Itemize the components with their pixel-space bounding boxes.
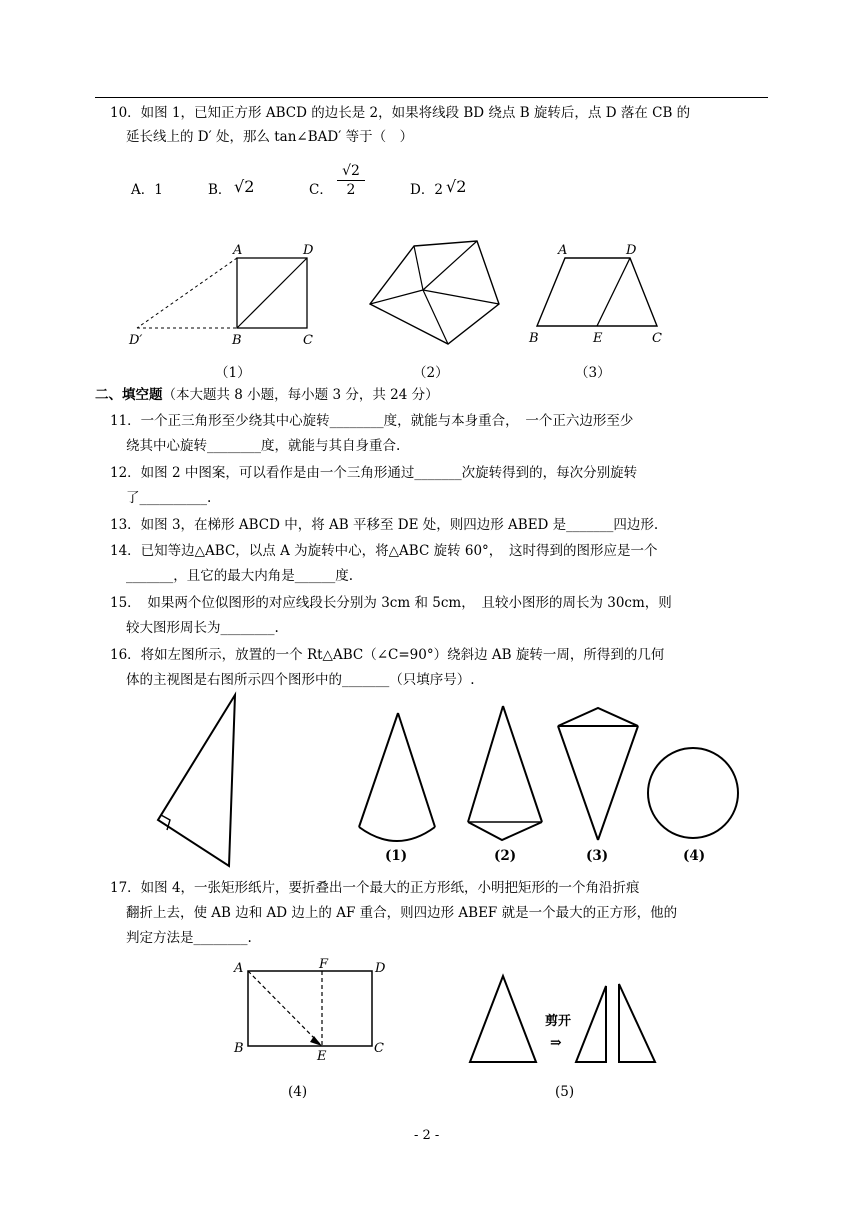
fig3-label-c: C (652, 331, 662, 346)
q10-option-a: A．1 (131, 182, 163, 198)
fig4-label-e: E (317, 1049, 327, 1064)
fig4-label-b: B (234, 1041, 244, 1056)
q16-shape-2 (462, 700, 552, 845)
q16-caption-2: (2) (494, 848, 517, 864)
fig1-label-b: B (232, 333, 242, 348)
figure-2-caption: （2） (413, 365, 449, 381)
q16-line2: 体的主视图是右图所示四个图形中的_______（只填序号）. (126, 672, 475, 688)
page-number: - 2 - (414, 1128, 440, 1143)
section-2-heading (95, 386, 439, 404)
q16-shape-1 (355, 705, 445, 845)
figure-3 (525, 240, 675, 350)
q17-line1: 17．如图 4，一张矩形纸片，要折叠出一个最大的正方形纸，小明把矩形的一个角沿折痕 (110, 880, 640, 896)
figure-5 (466, 970, 666, 1080)
cut-label: 剪开 (545, 1014, 572, 1029)
figure-1 (125, 240, 315, 350)
fig3-label-d: D (626, 243, 637, 258)
figure-5-caption: (5) (555, 1084, 575, 1100)
q16-shape-3 (552, 700, 642, 850)
q10-line1: 10．如图 1，已知正方形 ABCD 的边长是 2，如果将线段 BD 绕点 B 旋转后，点 D 落在 CB 的 (110, 105, 691, 121)
q10-line2: 延长线上的 D′ 处，那么 tan∠BAD′ 等于（ ） (126, 129, 414, 145)
fig4-label-d: D (375, 961, 386, 976)
q12-line1: 12．如图 2 中图案，可以看作是由一个三角形通过_______次旋转得到的，每次分别旋转 (110, 465, 638, 481)
q10-option-d-label: D．2 (410, 182, 443, 198)
q17-line2: 翻折上去，使 AB 边和 AD 边上的 AF 重合，则四边形 ABEF 就是一个最大的正方形，他的 (126, 905, 678, 921)
fig3-label-b: B (529, 331, 539, 346)
fig3-label-a: A (558, 243, 568, 258)
q10-option-c-fraction (337, 163, 365, 198)
q17-line3: 判定方法是________. (126, 930, 252, 946)
q15-line1: 15． 如果两个位似图形的对应线段长分别为 3cm 和 5cm， 且较小图形的周长为 30cm，则 (110, 595, 672, 611)
figure-3-caption: （3） (575, 365, 611, 381)
q16-right-triangle (150, 690, 250, 870)
q10-option-c-label: C． (309, 182, 333, 198)
section-2-title: 二、填空题 (95, 387, 163, 403)
q11-line1: 11．一个正三角形至少绕其中心旋转________度，就能与本身重合， 一个正六边形至少 (110, 413, 634, 429)
q15-line2: 较大图形周长为________. (126, 620, 279, 636)
q16-caption-4: (4) (683, 848, 706, 864)
q10-option-b-value: √2 (234, 177, 255, 196)
q16-shape-4 (645, 745, 745, 845)
fig4-label-c: C (374, 1041, 384, 1056)
header-rule (95, 97, 768, 98)
fig4-label-f: F (319, 957, 329, 972)
q10-option-c-numerator: √2 (342, 163, 360, 179)
q16-caption-3: (3) (586, 848, 609, 864)
fig1-label-d: D (303, 243, 314, 258)
figure-2 (362, 238, 502, 348)
q16-caption-1: (1) (385, 848, 408, 864)
q10-option-d-value: √2 (446, 177, 467, 196)
fig1-label-dprime: D′ (129, 333, 143, 348)
q16-line1: 16．将如左图所示，放置的一个 Rt△ABC（∠C=90°）绕斜边 AB 旋转一周，所得到的几何 (110, 647, 665, 663)
q14-line2: _______，且它的最大内角是______度. (126, 568, 354, 584)
q14-line1: 14．已知等边△ABC，以点 A 为旋转中心，将△ABC 旋转 60°， 这时得到的图形应是一个 (110, 543, 658, 559)
fig1-label-a: A (233, 243, 243, 258)
q10-option-c-denominator: 2 (346, 182, 356, 198)
figure-4-caption: (4) (288, 1084, 308, 1100)
q13-line1: 13．如图 3，在梯形 ABCD 中，将 AB 平移至 DE 处，则四边形 ABED 是_______四边形. (110, 517, 659, 533)
cut-arrow-icon: ⇒ (550, 1035, 562, 1051)
q12-line2: 了__________. (126, 490, 212, 506)
fig3-label-e: E (593, 331, 603, 346)
section-2-note: （本大题共 8 小题，每小题 3 分，共 24 分） (162, 387, 439, 403)
q10-option-b-label: B． (208, 182, 232, 198)
figure-4 (228, 957, 398, 1070)
fig1-label-c: C (303, 333, 313, 348)
fig4-label-a: A (234, 961, 244, 976)
figure-1-caption: （1） (215, 365, 251, 381)
q11-line2: 绕其中心旋转________度，就能与其自身重合. (126, 438, 401, 454)
